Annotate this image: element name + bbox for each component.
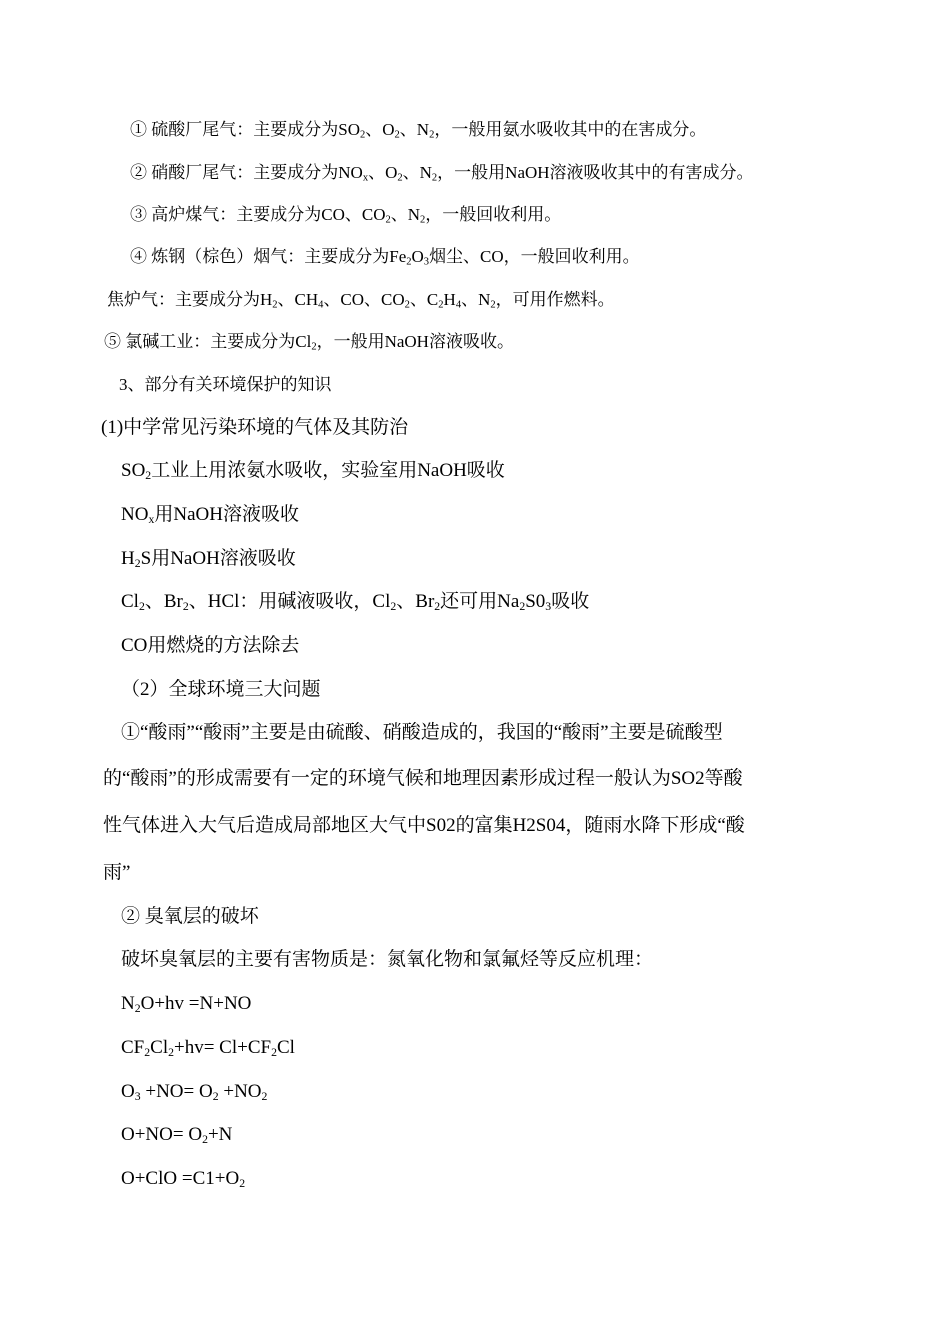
text-line: $SO_2$工业上用浓氨水吸收，实验室用NaOH吸收 [121, 460, 505, 482]
subsection-heading: （2）全球环境三大问题 [121, 679, 321, 700]
text-line: $H_2S$用NaOH溶液吸收 [121, 548, 296, 570]
text-line: CO用燃烧的方法除去 [121, 635, 300, 656]
text-line: ② 臭氧层的破坏 [121, 906, 259, 927]
paragraph-line: ①“酸雨”“酸雨”主要是由硫酸、硝酸造成的，我国的“酸雨”主要是硫酸型 [121, 722, 723, 743]
paragraph-line: 雨” [103, 862, 131, 883]
text-line: ④ 炼钢（棕色）烟气：主要成分为$Fe_2O_3$烟尘、CO，一般回收利用。 [130, 247, 640, 268]
equation-line: $O+ClO =C1+O_2$ [121, 1168, 246, 1190]
text-line: $Cl_2$、$Br_2$、HCl：用碱液吸收，$Cl_2$、$Br_2$还可用$Na_2S0_3$吸收 [121, 591, 590, 613]
equation-line: $O+NO= O_2+N$ [121, 1124, 233, 1146]
equation-line: $O_3 +NO= O_2 +NO_2$ [121, 1081, 268, 1103]
equation-line: $N_2O+hv =N+NO$ [121, 993, 252, 1015]
text-line: ⑤ 氯碱工业：主要成分为$Cl_2$，一般用NaOH溶液吸收。 [104, 332, 514, 353]
text-line: 焦炉气：主要成分为$H_2$、$CH_4$、CO、$CO_2$、$C_2H_4$、$N_2$，可用作燃料。 [107, 290, 615, 311]
equation-line: $CF_2Cl_2+hv= Cl+CF_2Cl$ [121, 1037, 295, 1059]
subsection-heading: (1)中学常见污染环境的气体及其防治 [101, 417, 409, 438]
text-line: 破坏臭氧层的主要有害物质是：氮氧化物和氯氟烃等反应机理： [121, 949, 654, 970]
text-line: $NO_x$用NaOH溶液吸收 [121, 504, 299, 526]
section-heading: 3、部分有关环境保护的知识 [119, 375, 332, 394]
paragraph-line: 的“酸雨”的形成需要有一定的环境气候和地理因素形成过程一般认为SO2等酸 [103, 768, 743, 789]
text-line: ② 硝酸厂尾气：主要成分为$NO_x$、$O_2$、$N_2$，一般用NaOH溶液吸收其中的有害成分。 [130, 163, 754, 184]
text-line: ③ 高炉煤气：主要成分为CO、$CO_2$、$N_2$，一般回收利用。 [130, 205, 562, 226]
text-line: ① 硫酸厂尾气：主要成分为$SO_2$、$O_2$、$N_2$，一般用氨水吸收其中的在害成分。 [130, 120, 707, 141]
paragraph-line: 性气体进入大气后造成局部地区大气中S02的富集H2S04，随雨水降下形成“酸 [103, 815, 745, 836]
